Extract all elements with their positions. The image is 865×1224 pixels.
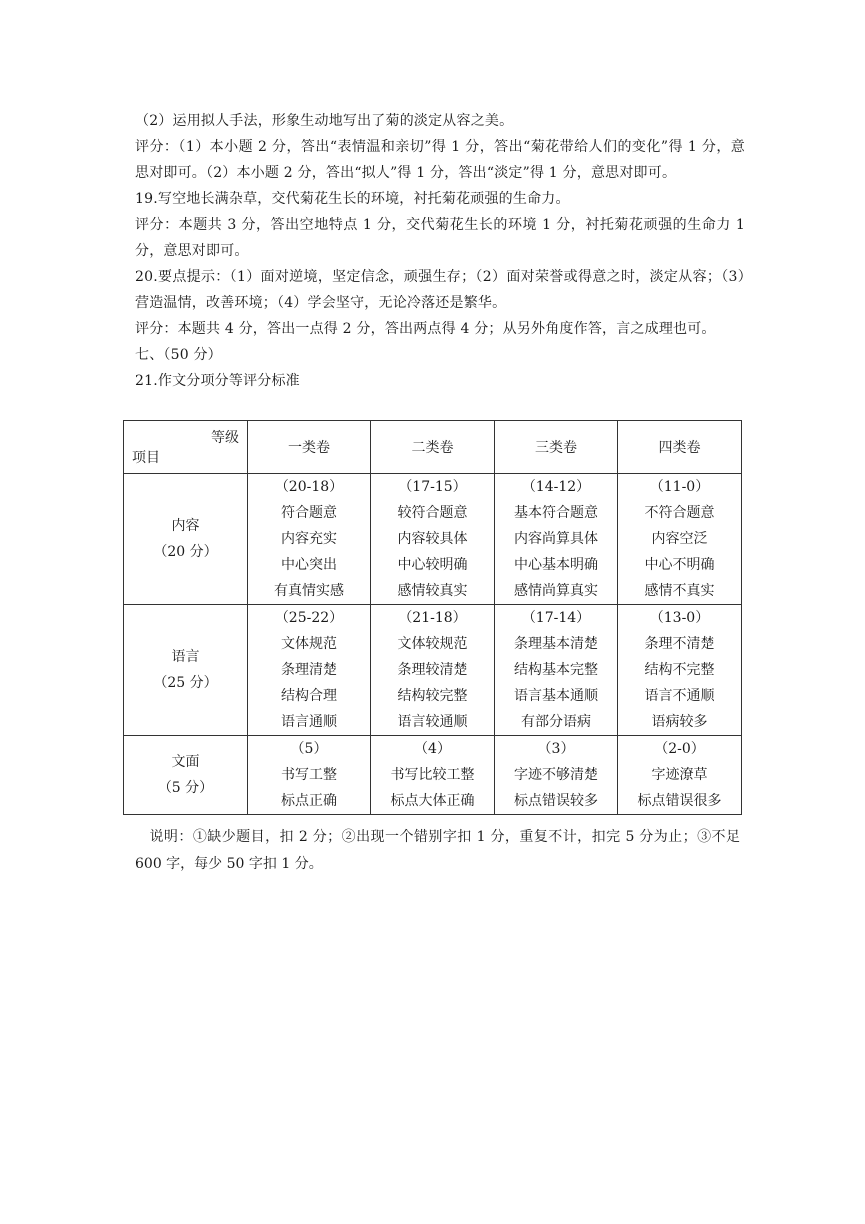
cell-line: 书写比较工整 <box>390 767 475 783</box>
table-cell <box>248 474 371 605</box>
cell-line: 内容尚算具体 <box>514 531 598 547</box>
table-cell <box>495 474 618 605</box>
paragraph-20: 20.要点提示：（1）面对逆境，坚定信念，顽强生存；（2）面对荣誉或得意之时，淡定从容；（3）营造温情，改善环境；（4）学会坚守，无论冷落还是繁华。 <box>135 269 745 311</box>
cell-line: 感情不真实 <box>644 583 715 599</box>
table-row <box>124 474 742 605</box>
cell-line: （14-12） <box>521 479 591 495</box>
notes-text: 说明：①缺少题目，扣 2 分；②出现一个错别字扣 1 分，重复不计，扣完 5 分为止；③不足 600 字，每少 50 字扣 1 分。 <box>135 829 740 872</box>
cell-line: 中心突出 <box>281 557 337 573</box>
row-header <box>124 605 248 736</box>
column-header: 二类卷 <box>371 421 495 474</box>
cell-line: 中心不明确 <box>644 557 715 573</box>
table-cell <box>371 474 495 605</box>
column-header: 三类卷 <box>495 421 618 474</box>
cell-line: 结构不完整 <box>644 662 715 678</box>
cell-line: 中心较明确 <box>397 557 468 573</box>
cell-line: （17-14） <box>521 610 591 626</box>
table-corner-cell <box>124 421 248 474</box>
paragraph-19: 19.写空地长满杂草，交代菊花生长的环境，衬托菊花顽强的生命力。 <box>135 191 570 207</box>
column-header: 一类卷 <box>248 421 371 474</box>
answer-text <box>135 108 745 394</box>
cell-line: 有部分语病 <box>521 714 591 730</box>
table-cell <box>248 605 371 736</box>
cell-line: 语病较多 <box>651 714 708 730</box>
cell-line: （5） <box>290 741 328 757</box>
row-header <box>124 736 248 815</box>
cell-line: 内容较具体 <box>397 531 468 547</box>
table-row <box>124 605 742 736</box>
cell-line: 结构基本完整 <box>514 662 598 678</box>
cell-line: 语言通顺 <box>281 714 337 730</box>
row-header-points: （5 分） <box>157 780 214 796</box>
cell-line: 感情尚算真实 <box>514 583 598 599</box>
table-cell <box>618 474 742 605</box>
column-header: 四类卷 <box>618 421 742 474</box>
cell-line: 有真情实感 <box>274 583 344 599</box>
table-cell <box>371 605 495 736</box>
table-cell <box>371 736 495 815</box>
cell-line: （13-0） <box>649 610 710 626</box>
cell-line: 文体较规范 <box>397 636 468 652</box>
paragraph-19-scoring: 评分：本题共 3 分，答出空地特点 1 分，交代菊花生长的环境 1 分，衬托菊花顽强的生命力 1 分，意思对即可。 <box>135 217 745 259</box>
row-header-name: 语言 <box>171 649 200 665</box>
cell-line: （2-0） <box>654 741 705 757</box>
cell-line: 标点大体正确 <box>390 793 475 809</box>
paragraph-18-2: （2）运用拟人手法，形象生动地写出了菊的淡定从容之美。 <box>135 113 514 129</box>
cell-line: 语言较通顺 <box>397 714 468 730</box>
cell-line: 内容空泛 <box>651 531 708 547</box>
row-header-name: 内容 <box>171 518 200 534</box>
section-seven-heading: 七、（50 分） <box>135 347 222 363</box>
cell-line: （11-0） <box>649 479 710 495</box>
scoring-notes <box>135 824 740 878</box>
cell-line: （3） <box>537 741 575 757</box>
cell-line: 语言基本通顺 <box>514 688 598 704</box>
table-cell <box>495 736 618 815</box>
table-row <box>124 736 742 815</box>
cell-line: 字迹潦草 <box>651 767 708 783</box>
cell-line: 条理基本清楚 <box>514 636 598 652</box>
table-header-row <box>124 421 742 474</box>
cell-line: 内容充实 <box>281 531 337 547</box>
table-caption: 21.作文分项分等评分标准 <box>135 373 300 389</box>
cell-line: 字迹不够清楚 <box>514 767 598 783</box>
cell-line: 条理较清楚 <box>397 662 468 678</box>
cell-line: 语言不通顺 <box>644 688 715 704</box>
cell-line: 符合题意 <box>281 505 337 521</box>
cell-line: 标点正确 <box>281 793 337 809</box>
table-cell <box>618 605 742 736</box>
cell-line: （20-18） <box>274 479 344 495</box>
paragraph-18-scoring: 评分：（1）本小题 2 分，答出“表情温和亲切”得 1 分，答出“菊花带给人们的变化”得 1 分，意思对即可。（2）本小题 2 分，答出“拟人”得 1 分，答出“淡定”得 1 分，意思对即可。 <box>135 139 745 181</box>
row-header-name: 文面 <box>171 754 200 770</box>
corner-item-label: 项目 <box>132 450 160 466</box>
cell-line: 结构合理 <box>281 688 337 704</box>
paragraph-20-scoring: 评分：本题共 4 分，答出一点得 2 分，答出两点得 4 分；从另外角度作答，言之成理也可。 <box>135 321 716 337</box>
cell-line: 标点错误较多 <box>514 793 598 809</box>
table-cell <box>495 605 618 736</box>
cell-line: （21-18） <box>398 610 467 626</box>
table-cell <box>248 736 371 815</box>
cell-line: 文体规范 <box>281 636 337 652</box>
table-cell <box>618 736 742 815</box>
row-header <box>124 474 248 605</box>
cell-line: 较符合题意 <box>397 505 468 521</box>
cell-line: （17-15） <box>398 479 467 495</box>
cell-line: 条理清楚 <box>281 662 337 678</box>
cell-line: （25-22） <box>274 610 344 626</box>
cell-line: 基本符合题意 <box>514 505 598 521</box>
corner-grade-label: 等级 <box>211 430 239 446</box>
cell-line: 标点错误很多 <box>637 793 722 809</box>
cell-line: 中心基本明确 <box>514 557 598 573</box>
cell-line: 感情较真实 <box>397 583 468 599</box>
row-header-points: （25 分） <box>153 675 218 691</box>
cell-line: 不符合题意 <box>644 505 715 521</box>
cell-line: （4） <box>414 741 451 757</box>
grading-table <box>123 420 742 815</box>
cell-line: 书写工整 <box>281 767 337 783</box>
cell-line: 条理不清楚 <box>644 636 715 652</box>
cell-line: 结构较完整 <box>397 688 468 704</box>
row-header-points: （20 分） <box>153 544 218 560</box>
